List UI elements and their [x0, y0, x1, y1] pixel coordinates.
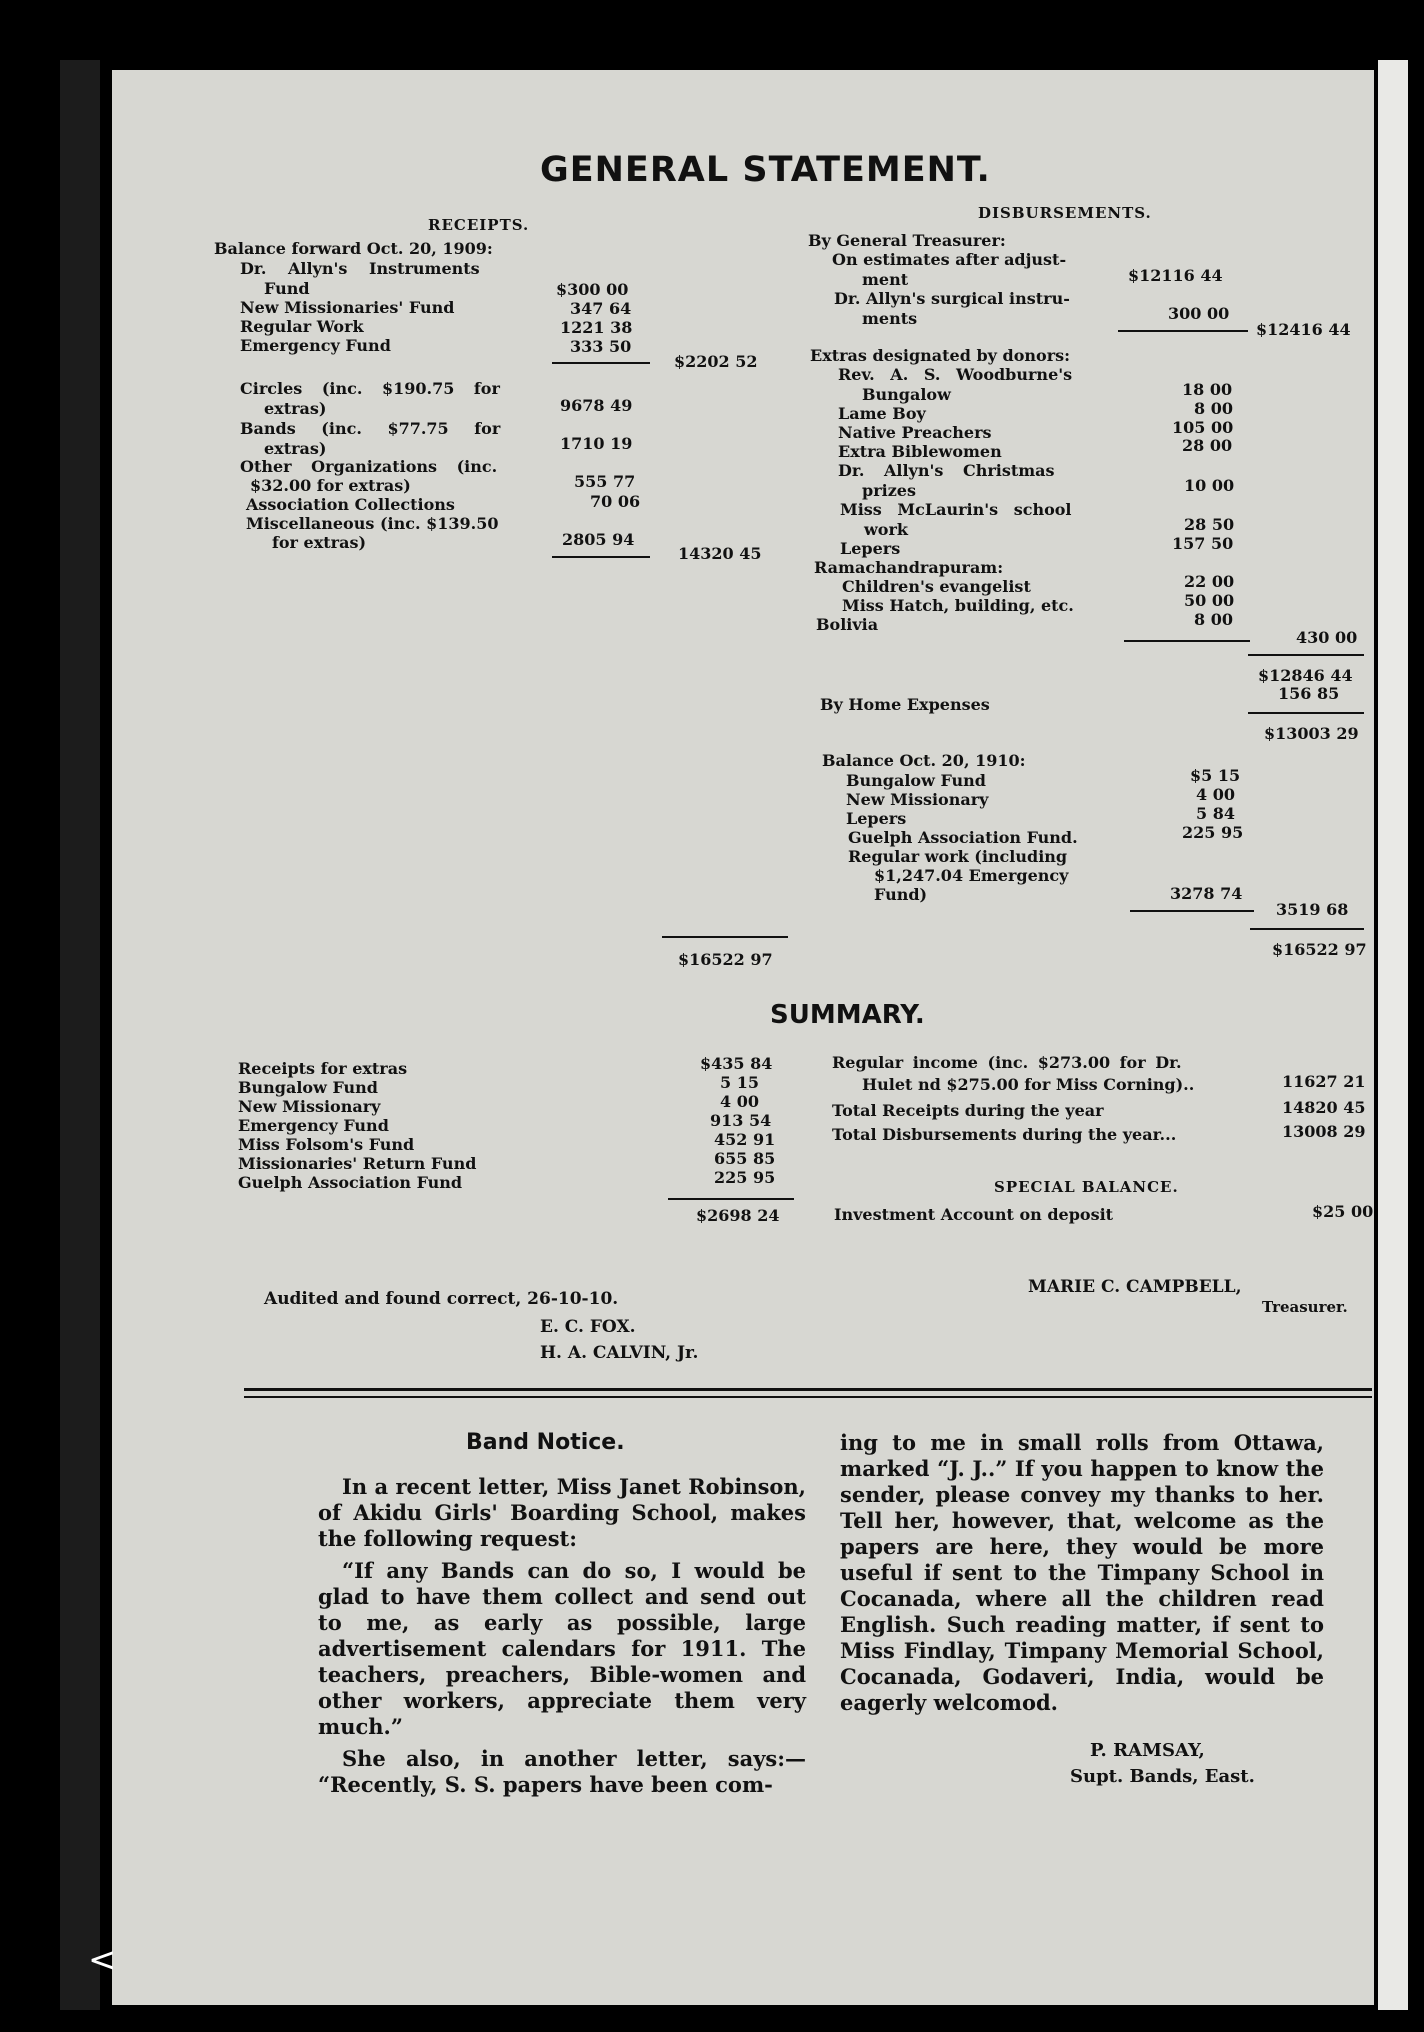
summary-left-amount: 4 00 — [720, 1092, 759, 1111]
disb-rule-1 — [1118, 330, 1248, 332]
receipts-other-org-line2: $32.00 for extras) — [250, 476, 411, 495]
disb-extra-biblewomen: Extra Biblewomen — [838, 442, 1002, 461]
summary-left-label: Miss Folsom's Fund — [238, 1135, 415, 1154]
receipts-rule-2 — [552, 556, 650, 558]
receipts-circles-line1: Circles (inc. $190.75 for — [240, 379, 500, 398]
disb-mclaurin-amount: 28 50 — [1184, 515, 1235, 534]
disb-native-preachers: Native Preachers — [838, 423, 992, 442]
disb-allyn-prizes-amount: 10 00 — [1184, 476, 1235, 495]
summary-total-receipts-amount: 14820 45 — [1282, 1098, 1366, 1117]
disb-surgical-amount: 300 00 — [1168, 304, 1230, 323]
section-divider-bottom — [244, 1396, 1372, 1398]
summary-left-label: Guelph Association Fund — [238, 1173, 463, 1192]
receipts-bands-amount: 1710 19 — [560, 434, 633, 453]
receipts-association-amount: 70 06 — [590, 492, 641, 511]
disb-extra-biblewomen-amount: 28 00 — [1182, 436, 1233, 455]
receipts-other-org-line1: Other Organizations (inc. — [240, 457, 498, 476]
notice-signature-name: P. RAMSAY, — [1090, 1740, 1205, 1761]
summary-investment: Investment Account on deposit — [834, 1205, 1114, 1224]
receipts-new-missionaries: New Missionaries' Fund — [240, 298, 455, 317]
disb-home-expenses-amount: 156 85 — [1278, 684, 1340, 703]
receipts-heading: RECEIPTS. — [428, 216, 530, 234]
receipts-misc-line2: for extras) — [272, 533, 367, 552]
summary-left-amount: 655 85 — [714, 1149, 776, 1168]
disb-lame-boy-amount: 8 00 — [1194, 399, 1233, 418]
receipts-emergency-fund-amount: 333 50 — [570, 337, 632, 356]
summary-regular-line1: Regular income (inc. $273.00 for Dr. — [832, 1053, 1182, 1072]
summary-left-total: $2698 24 — [696, 1206, 780, 1225]
disb-woodburne-amount: 18 00 — [1182, 380, 1233, 399]
receipts-bands-line1: Bands (inc. $77.75 for — [240, 419, 501, 438]
disb-regular-line2: $1,247.04 Emergency — [874, 866, 1069, 885]
disb-lepers: Lepers — [840, 539, 901, 558]
disb-lepers-balance-amount: 5 84 — [1196, 804, 1235, 823]
disb-allyn-prizes-line1: Dr. Allyn's Christmas — [838, 461, 1055, 480]
disb-rule-6 — [1250, 928, 1364, 930]
disb-mclaurin-line1: Miss McLaurin's school — [840, 500, 1072, 519]
disb-estimates-line2: ment — [862, 270, 909, 289]
disb-lepers-amount: 157 50 — [1172, 534, 1234, 553]
disb-estimates-amount: $12116 44 — [1128, 266, 1223, 285]
disb-surgical-line2: ments — [862, 309, 918, 328]
section-divider-top — [244, 1388, 1372, 1391]
receipts-new-missionaries-amount: 347 64 — [570, 299, 632, 318]
disb-subtotal-1: $12416 44 — [1256, 320, 1351, 339]
notice-col1-paragraph-3: She also, in another letter, says:— “Recently, S. S. papers have been com- — [318, 1746, 806, 1797]
disb-by-general: By General Treasurer: — [808, 231, 1006, 250]
disb-extras-heading: Extras designated by donors: — [810, 346, 1071, 365]
receipts-bands-line2: extras) — [264, 439, 327, 458]
notice-signature-title: Supt. Bands, East. — [1070, 1766, 1255, 1787]
disb-home-expenses: By Home Expenses — [820, 695, 990, 714]
disb-bungalow-fund-amount: $5 15 — [1190, 766, 1241, 785]
page-title: GENERAL STATEMENT. — [540, 150, 991, 190]
summary-left-label: Bungalow Fund — [238, 1078, 378, 1097]
notice-col2-paragraph-1: ing to me in small rolls from Ottawa, marked “J. J..” If you happen to know the sender, please convey my thanks to her. Tell her, however, that, welcome as the papers are here, they would be more useful if sent to the Timpany School in Cocanada, where all the children read English. Such reading matter, if sent to Miss Findlay, Timpany Memorial School, Cocanada, Godaveri, India, would be eagerly welcomod. — [840, 1430, 1324, 1715]
receipts-balance-forward: Balance forward Oct. 20, 1909: — [214, 239, 493, 258]
receipts-subtotal-1: $2202 52 — [674, 352, 758, 371]
receipts-misc-line1: Miscellaneous (inc. $139.50 — [246, 514, 499, 533]
summary-left-label: Emergency Fund — [238, 1116, 389, 1135]
audit-line: Audited and found correct, 26-10-10. — [264, 1289, 619, 1309]
auditor-2: H. A. CALVIN, Jr. — [540, 1343, 699, 1363]
summary-heading: SUMMARY. — [770, 1000, 925, 1030]
summary-total-disbursements-amount: 13008 29 — [1282, 1122, 1366, 1141]
disb-regular-amount: 3278 74 — [1170, 884, 1243, 903]
notice-col1-paragraph-1: In a recent letter, Miss Janet Robinson, of Akidu Girls' Boarding School, makes the following request: — [318, 1474, 806, 1551]
disb-woodburne-line1: Rev. A. S. Woodburne's — [838, 365, 1073, 384]
summary-left-rule — [668, 1198, 794, 1200]
receipts-allyn-line2: Fund — [264, 279, 310, 298]
disb-new-missionary-amount: 4 00 — [1196, 785, 1235, 804]
disb-guelph: Guelph Association Fund. — [848, 828, 1078, 847]
receipts-circles-line2: extras) — [264, 399, 327, 418]
receipts-rule-1 — [552, 362, 650, 364]
disb-woodburne-line2: Bungalow — [862, 385, 951, 404]
summary-investment-amount: $25 00 — [1312, 1202, 1374, 1221]
disb-allyn-prizes-line2: prizes — [862, 481, 916, 500]
disb-miss-hatch-amount: 50 00 — [1184, 591, 1235, 610]
disb-native-preachers-amount: 105 00 — [1172, 418, 1234, 437]
receipts-circles-amount: 9678 49 — [560, 396, 633, 415]
disbursements-heading: DISBURSEMENTS. — [978, 204, 1152, 222]
summary-left-label: Receipts for extras — [238, 1059, 408, 1078]
receipts-subtotal-2: 14320 45 — [678, 544, 762, 563]
receipts-regular-work-amount: 1221 38 — [560, 318, 633, 337]
notice-column-2 — [840, 1430, 1324, 1722]
summary-left-amount: 5 15 — [720, 1073, 759, 1092]
disb-subtotal-2: 430 00 — [1296, 628, 1358, 647]
notice-heading: Band Notice. — [466, 1430, 625, 1455]
summary-left-amount: 913 54 — [710, 1111, 772, 1130]
disb-grand-total: $16522 97 — [1272, 940, 1367, 959]
disb-balance-heading: Balance Oct. 20, 1910: — [822, 751, 1026, 770]
notice-column-1 — [318, 1474, 806, 1804]
receipts-grand-total: $16522 97 — [678, 950, 773, 969]
disb-regular-line1: Regular work (including — [848, 847, 1068, 866]
summary-total-disbursements: Total Disbursements during the year... — [832, 1125, 1177, 1144]
disb-rule-2 — [1124, 640, 1250, 642]
summary-total-receipts: Total Receipts during the year — [832, 1101, 1104, 1120]
disb-bolivia-amount: 8 00 — [1194, 610, 1233, 629]
disb-new-missionary: New Missionary — [846, 790, 989, 809]
summary-left-amount: $435 84 — [700, 1054, 773, 1073]
summary-left-amount: 452 91 — [714, 1130, 776, 1149]
disb-bolivia: Bolivia — [816, 615, 879, 634]
disb-rule-5 — [1130, 910, 1254, 912]
notice-col1-paragraph-2: “If any Bands can do so, I would be glad to have them collect and send out to me, as early as possible, large advertisement calendars for 1911. The teachers, preachers, Bible-women and other workers, appreciate them very much.” — [318, 1558, 806, 1739]
receipts-allyn-line1: Dr. Allyn's Instruments — [240, 259, 480, 278]
disb-rule-4 — [1248, 712, 1364, 714]
disb-total-a: $12846 44 — [1258, 666, 1353, 685]
treasurer-title: Treasurer. — [1262, 1298, 1348, 1316]
disb-surgical-line1: Dr. Allyn's surgical instru- — [834, 289, 1070, 308]
disb-estimates-line1: On estimates after adjust- — [832, 250, 1067, 269]
summary-regular-amount: 11627 21 — [1282, 1072, 1366, 1091]
receipts-association: Association Collections — [246, 495, 455, 514]
receipts-rule-3 — [662, 936, 788, 938]
disb-mclaurin-line2: work — [864, 520, 908, 539]
disb-balance-total: 3519 68 — [1276, 900, 1349, 919]
disb-childrens-evangelist: Children's evangelist — [842, 577, 1031, 596]
disb-rule-3 — [1248, 654, 1364, 656]
receipts-emergency-fund: Emergency Fund — [240, 336, 391, 355]
receipts-allyn-amount: $300 00 — [556, 280, 629, 299]
auditor-1: E. C. FOX. — [540, 1317, 636, 1337]
disb-lame-boy: Lame Boy — [838, 404, 926, 423]
disb-miss-hatch: Miss Hatch, building, etc. — [842, 596, 1074, 615]
treasurer-name: MARIE C. CAMPBELL, — [1028, 1277, 1242, 1297]
next-page-edge — [1378, 60, 1408, 2010]
disb-childrens-evangelist-amount: 22 00 — [1184, 572, 1235, 591]
special-balance-heading: SPECIAL BALANCE. — [994, 1178, 1179, 1196]
disb-lepers-balance: Lepers — [846, 809, 907, 828]
page-gutter — [60, 60, 100, 2010]
receipts-other-org-amount: 555 77 — [574, 472, 636, 491]
receipts-misc-amount: 2805 94 — [562, 530, 635, 549]
disb-guelph-amount: 225 95 — [1182, 823, 1244, 842]
disb-bungalow-fund: Bungalow Fund — [846, 771, 986, 790]
summary-left-label: New Missionary — [238, 1097, 381, 1116]
disb-ramachandrapuram: Ramachandrapuram: — [814, 558, 1004, 577]
summary-left-amount: 225 95 — [714, 1168, 776, 1187]
back-arrow-icon[interactable]: < — [88, 1940, 117, 1980]
summary-left-label: Missionaries' Return Fund — [238, 1154, 477, 1173]
disb-regular-line3: Fund) — [874, 885, 928, 904]
disb-total-b: $13003 29 — [1264, 724, 1359, 743]
summary-regular-line2: Hulet nd $275.00 for Miss Corning).. — [862, 1075, 1195, 1094]
receipts-regular-work: Regular Work — [240, 317, 364, 336]
